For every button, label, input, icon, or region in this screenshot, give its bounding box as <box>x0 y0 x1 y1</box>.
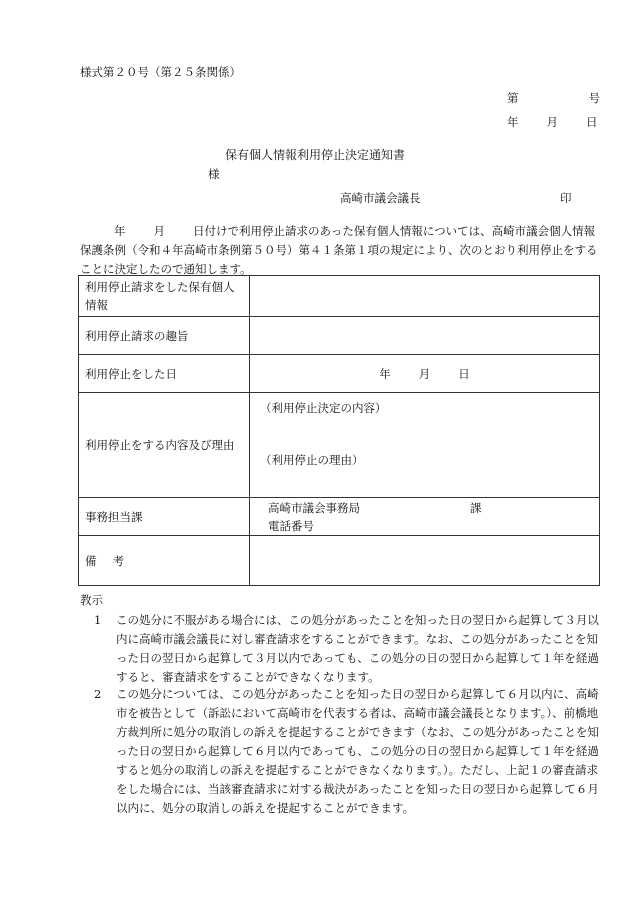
row-value-personal-info <box>250 276 600 317</box>
document-title: 保有個人情報利用停止決定通知書 <box>224 148 405 162</box>
stop-month: 月 <box>418 366 431 381</box>
body-text: 日付けで利用停止請求のあった保有個人情報については、高崎市議会個人情報保護条例（令和４年高崎市条例第５０号）第４１条第１項の規定により、次のとおり利用停止をすることに決定したので通知します。 <box>80 224 598 276</box>
row-label-office: 事務担当課 <box>79 498 250 536</box>
notice-heading: 教示 <box>80 593 103 607</box>
notice-item-1 <box>80 611 600 687</box>
office-ka: 課 <box>470 500 482 515</box>
row-label-content-reason: 利用停止をする内容及び理由 <box>79 393 250 498</box>
table-row <box>79 536 600 586</box>
form-number: 様式第２０号（第２５条関係） <box>80 65 241 79</box>
table-row <box>79 317 600 355</box>
notice-item-2 <box>80 685 600 818</box>
stop-day: 日 <box>458 366 470 381</box>
decision-reason-label: （利用停止の理由） <box>260 453 364 467</box>
office-name: 高崎市議会事務局 <box>268 500 360 515</box>
issue-date-line <box>507 114 598 130</box>
row-label-remarks <box>79 536 250 586</box>
row-label-purpose: 利用停止請求の趣旨 <box>79 317 250 355</box>
number-label: 第 <box>507 91 519 105</box>
remarks-char-a: 備 <box>85 553 97 568</box>
document-number-line <box>507 90 600 106</box>
table-row <box>79 276 600 317</box>
office-phone: 電話番号 <box>268 518 314 533</box>
issue-day: 日 <box>586 115 598 129</box>
issue-month: 月 <box>546 115 558 129</box>
notice-item-2-text: この処分については、この処分があったことを知った日の翌日から起算して６月以内に、高崎市を被告として（訴訟において高崎市を代表する者は、高崎市議会議長となります。）、前橋地方裁判所に処分の取消しの訴えを提起することができます（なお、この処分があったことを知った日の翌日から起算して６月以内であっても、この処分の日の翌日から起算して１年を経過すると処分の取消しの訴えを提起することができなくなります。）。ただし、上記１の審査請求をした場合には、当該審査請求に対する裁決があったことを知った日の翌日から起算して６月以内に、処分の取消しの訴えを提起することができます。 <box>116 687 599 815</box>
body-paragraph <box>80 222 600 279</box>
table-row <box>79 498 600 536</box>
table-row <box>79 355 600 393</box>
decision-table <box>78 275 600 586</box>
seal-label: 印 <box>560 191 572 205</box>
addressee-suffix: 様 <box>208 167 220 181</box>
decision-content-label: （利用停止決定の内容） <box>260 401 387 415</box>
row-value-remarks <box>250 536 600 586</box>
notice-item-1-text: この処分に不服がある場合には、この処分があったことを知った日の翌日から起算して３月以内に高崎市議会議長に対し審査請求をすることができます。なお、この処分があったことを知った日の翌日から起算して３月以内であっても、この処分の日の翌日から起算して１年を経過すると、審査請求をすることができなくなります。 <box>116 613 599 684</box>
stop-year: 年 <box>379 366 391 381</box>
remarks-char-b: 考 <box>112 553 124 568</box>
row-value-content-reason <box>250 393 600 498</box>
sender-name: 高崎市議会議長 <box>340 191 421 205</box>
body-month: 月 <box>153 224 165 238</box>
number-suffix: 号 <box>588 91 600 105</box>
row-value-stop-date <box>250 355 600 393</box>
table-row <box>79 393 600 498</box>
row-value-purpose <box>250 317 600 355</box>
body-year: 年 <box>114 224 126 238</box>
notice-item-2-number: 2 <box>94 687 102 701</box>
row-value-office <box>250 498 600 536</box>
row-label-stop-date: 利用停止をした日 <box>79 355 250 393</box>
row-label-personal-info: 利用停止請求をした保有個人情報 <box>79 276 250 317</box>
notice-item-1-number: 1 <box>94 613 102 627</box>
issue-year: 年 <box>507 115 519 129</box>
